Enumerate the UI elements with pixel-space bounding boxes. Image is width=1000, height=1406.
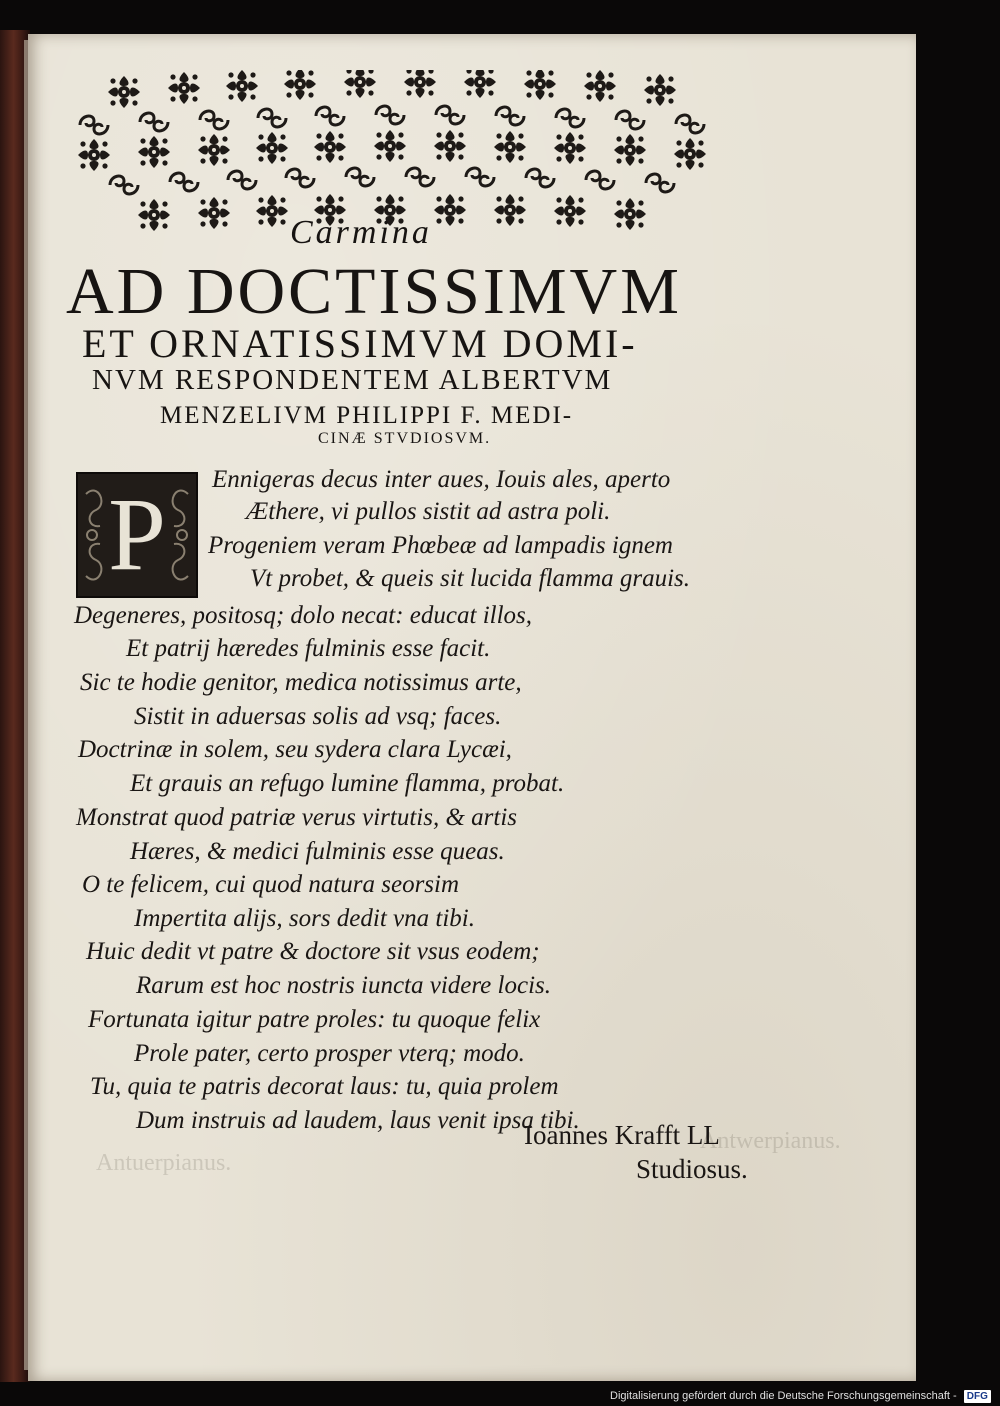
verse-line: Tu, quia te patris decorat laus: tu, quia prolem	[90, 1073, 559, 1100]
show-through-text: Antwerpianus.	[700, 1128, 841, 1154]
verse-line: Sistit in aduersas solis ad vsq; faces.	[134, 703, 502, 730]
verse-line: Ennigeras decus inter aues, Iouis ales, aperto	[212, 466, 671, 493]
heading-line-2: ET ORNATISSIMVM DOMI-	[82, 321, 638, 366]
verse-line: Monstrat quod patriæ verus virtutis, & artis	[76, 804, 518, 831]
verse-line: Fortunata igitur patre proles: tu quoque felix	[88, 1006, 541, 1033]
verse-line: Rarum est hoc nostris iuncta videre locis.	[136, 972, 551, 999]
verse-line: Et grauis an refugo lumine flamma, probat.	[130, 770, 565, 797]
verse-line: Et patrij hæredes fulminis esse facit.	[126, 635, 491, 662]
verse-line: O te felicem, cui quod natura seorsim	[82, 871, 460, 898]
credit-text: Digitalisierung gefördert durch die Deutsche Forschungsgemeinschaft -	[610, 1390, 957, 1402]
heading-line-3: NVM RESPONDENTEM ALBERTVM	[92, 364, 613, 396]
heading-line-1: AD DOCTISSIMVM	[66, 255, 682, 328]
initial-letter: P	[108, 477, 166, 592]
heading-line-5: CINÆ STVDIOSVM.	[318, 430, 492, 447]
verse-line: Æthere, vi pullos sistit ad astra poli.	[246, 498, 611, 525]
show-through-text: Antuerpianus.	[96, 1150, 232, 1176]
verse-line: Sic te hodie genitor, medica notissimus arte,	[80, 669, 522, 696]
heading-carmina: Carmina	[290, 214, 432, 251]
verse-line: Huic dedit vt patre & doctore sit vsus eodem;	[86, 938, 540, 965]
verse-line: Impertita alijs, sors dedit vna tibi.	[134, 905, 475, 932]
verse-line: Prole pater, certo prosper vterq; modo.	[134, 1040, 525, 1067]
signature-title: Studiosus.	[636, 1154, 748, 1184]
heading-line-4: MENZELIVM PHILIPPI F. MEDI-	[160, 402, 574, 429]
verse-line: Dum instruis ad laudem, laus venit ipsa tibi.	[136, 1107, 580, 1134]
signature-name: Ioannes Krafft LL	[524, 1120, 720, 1150]
verse-line: Progeniem veram Phœbeæ ad lampadis ignem	[208, 532, 673, 559]
dfg-logo: DFG	[964, 1390, 991, 1403]
verse-line: Hæres, & medici fulminis esse queas.	[130, 838, 505, 865]
decorated-initial	[76, 472, 198, 598]
verse-line: Doctrinæ in solem, seu sydera clara Lycæi,	[78, 736, 512, 763]
verse-line: Vt probet, & queis sit lucida flamma grauis.	[250, 565, 691, 592]
digitization-credit	[610, 1388, 990, 1404]
verse-line: Degeneres, positosq; dolo necat: educat illos,	[74, 602, 533, 629]
